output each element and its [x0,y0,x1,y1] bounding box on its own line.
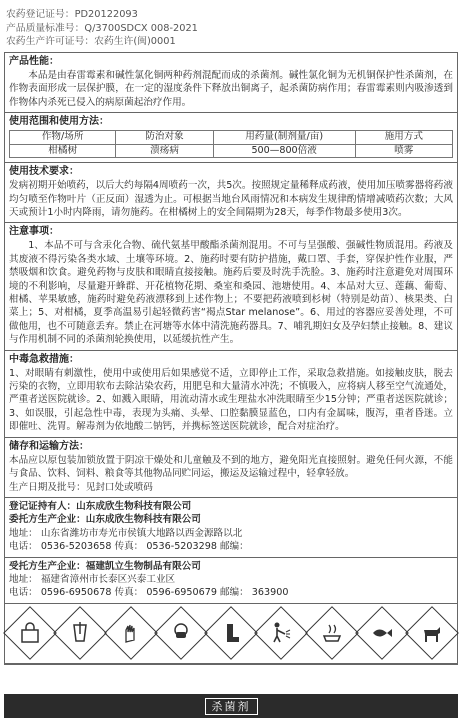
caution-text: 1、本品不可与含汞化合物、硫代氨基甲酸酯杀菌剂混用。不可与呈强酸、强碱性物质混用。药液及其废液不得污染各类水域、土壤等环境。2、施药时要有防护措施，戴口罩、手套，穿保护性作业服，严禁吸烟和饮食。避免药物与皮肤和眼睛直接接触。施药后要及时洗手洗脸。3、施药时注意避免对周围环境的不利影响，尽量避开蜂群、开花植物花期、桑室和桑园、池塘使用。4、本品对大豆、莲藕、葡萄、柑橘、苹果敏感，施药时避免药液漂移到上述作物上；不要把药液喷到杉树（特别是幼苗）、核果类、白菜上；5、对柑橘，夏季高温易引起轻微药害“褐点Star melanose”。6、用过的容器应妥善处理，不可做他用，也不可随意丢弃。禁止在河塘等水体中清洗施药器具。7、哺乳期妇女及孕妇禁止接触。8、建议与作用机制不同的杀菌剂轮换使用，以延缓抗性产生。 [9,240,453,346]
license-number: 农药生产许可证号：农药生许(闽)0001 [6,36,176,48]
standard-number: 产品质量标准号：Q/3700SDCX 008-2021 [6,22,198,34]
intro-section [5,53,457,113]
category-band [4,694,458,718]
wash-after-use-icon [305,606,359,660]
usage-table-header [10,131,453,145]
harmful-to-fish-icon [355,606,409,660]
registrant-phone: 电话： 0536-5203658 传真： 0536-5203298 邮编： [9,541,249,553]
wear-boots-icon [204,606,258,660]
registrant-section [5,498,457,558]
storage-title: 储存和运输方法： [9,440,89,452]
harmful-to-livestock-icon [405,606,459,660]
contract-producer-section [5,558,457,604]
mixing-liquid-icon [53,606,107,660]
usage-header-target: 防治对象 [116,131,213,145]
registration-number: 农药登记证号：PD20122093 [6,9,138,20]
contract-producer-name: 受托方生产企业：福建凯立生物制品有限公司 [9,560,201,572]
usage-cell-crop: 柑橘树 [10,144,116,158]
table-row [10,144,453,158]
usage-section [5,113,457,163]
registrant-address: 地址： 山东省潍坊市寿光市侯镇大地路以西金源路以北 [9,527,243,539]
usage-cell-target: 溃疡病 [116,144,213,158]
storage-section [5,438,457,498]
storage-text: 本品应以原包装加锁放置于阴凉干燥处和儿童触及不到的地方，避免阳光直接照射。避免任何火源，不能与食品、饮料、饲料、粮食等其他物品同贮同运，搬运及运输过程中，轻拿轻放。 [9,454,453,480]
usage-header-crop: 作物/场所 [10,131,116,145]
batch-info: 生产日期及批号：见封口处或喷码 [9,481,153,493]
wear-gloves-icon [104,606,158,660]
category-label: 杀菌剂 [205,698,258,715]
store-locked-icon [3,606,57,660]
usage-title: 使用范围和使用方法： [9,116,109,127]
tech-title: 使用技术要求： [9,166,79,178]
usage-header-method: 施用方式 [355,131,452,145]
contract-producer-address: 地址： 福建省漳州市长泰区兴泰工业区 [9,573,176,585]
usage-table [9,130,453,158]
producer-name: 委托方生产企业：山东成欣生物科技有限公司 [9,514,201,526]
intro-text: 本品是由春雷霉素和碱性氯化铜两种药剂混配而成的杀菌剂。碱性氯化铜为无机铜保护性杀菌剂，在作物表面形成一层保护膜，在一定的湿度条件下释放出铜离子，起杀菌防病作用；春雷霉素则内吸渗透到作物体内杀死已侵入的病原菌起治疗作用。 [9,69,453,108]
usage-header-dosage: 用药量(制剂量/亩) [213,131,355,145]
tech-text: 发病初期开始喷药，以后大约每隔4周喷药一次，共5次。按照规定量稀释成药液，使用加压喷雾器将药液均匀喷至作物叶片（正反面）湿透为止。可根据当地台风雨情况和本病发生规律酌情增减喷药次数；大风天或预计1小时内降雨，请勿施药。在柑橘树上的安全间隔期为28天，每季作物最多使用3次。 [9,180,453,218]
wear-mask-icon [154,606,208,660]
first-aid-title: 中毒急救措施： [9,353,79,365]
caution-section [5,223,457,350]
intro-title: 产品性能： [9,55,59,67]
first-aid-text: 1、对眼睛有刺激性，使用中或使用后如果感觉不适，立即停止工作，采取急救措施。如接触皮肤，脱去污染的衣物，立即用软布去除沾染农药，用肥皂和大量清水冲洗；不慎吸入，应将病人移至空气流通处，严重者送医院就诊。2、如溅入眼睛，用流动清水或生理盐水冲洗眼睛至少15分钟；严重者送医院就诊；3、如误服，引起急性中毒，表现为头痛、头晕、口腔黏膜显蓝色，口内有金属味，腹泻，重者昏迷。立即催吐、洗胃。解毒剂为依地酸二钠钙，并携标签送医院就诊，配合对症治疗。 [9,367,453,433]
caution-title: 注意事项： [9,226,59,238]
usage-cell-method: 喷雾 [355,144,452,158]
tech-section [5,163,457,223]
pictogram-row [5,604,457,664]
usage-cell-dosage: 500—800倍液 [213,144,355,158]
label-content-box [4,52,458,665]
spraying-icon [254,606,308,660]
contract-producer-phone: 电话： 0596-6950678 传真： 0596-6950679 邮编： 363900 [9,587,289,599]
first-aid-section [5,351,457,438]
registrant-name: 登记证持有人：山东成欣生物科技有限公司 [9,500,192,512]
